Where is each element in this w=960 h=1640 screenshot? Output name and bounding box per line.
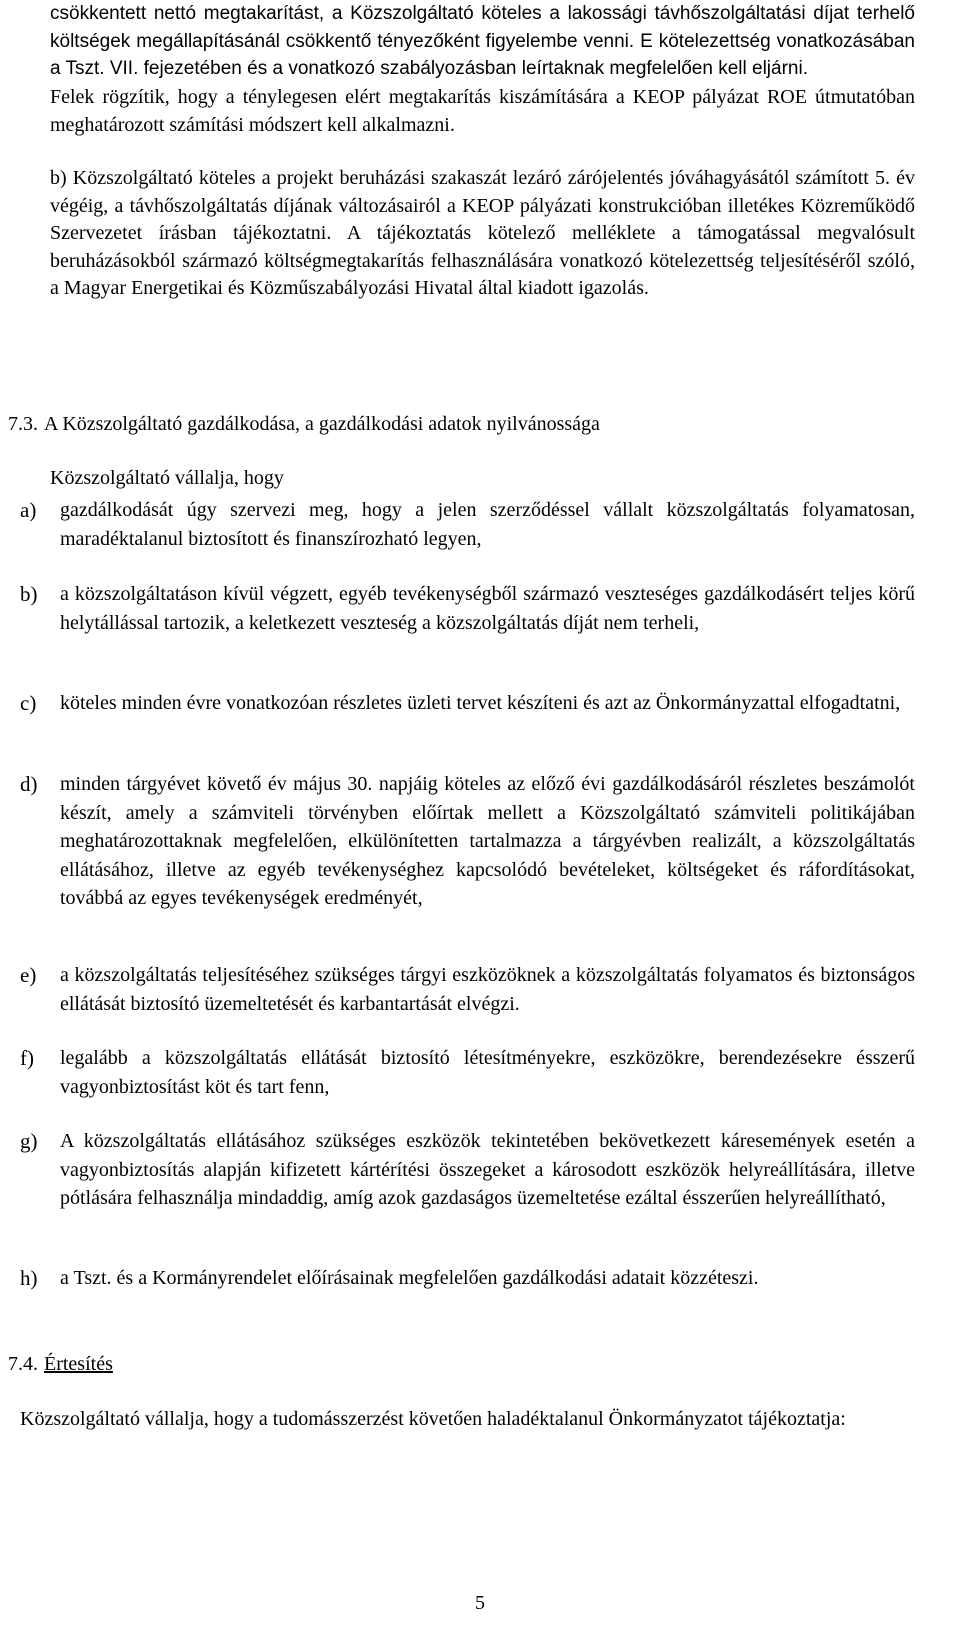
section-7-4-heading bbox=[8, 1350, 113, 1378]
section-7-3-title: A Közszolgáltató gazdálkodása, a gazdálkodási adatok nyilvánossága bbox=[44, 413, 600, 435]
list-item-h bbox=[20, 1264, 915, 1293]
list-marker: g) bbox=[20, 1129, 38, 1153]
section-7-4-number: 7.4. bbox=[8, 1353, 38, 1375]
page-number: 5 bbox=[475, 1592, 485, 1614]
list-marker: h) bbox=[20, 1266, 38, 1290]
list-item-text: köteles minden évre vonatkozóan részletes üzleti tervet készíteni és azt az Önkormányzattal elfogadtatni, bbox=[60, 692, 901, 714]
section-7-3-lead: Közszolgáltató vállalja, hogy bbox=[50, 467, 284, 489]
section-7-4-title: Értesítés bbox=[44, 1353, 113, 1375]
list-item-text: a Tszt. és a Kormányrendelet előírásainak megfelelően gazdálkodási adatait közzéteszi. bbox=[60, 1267, 759, 1289]
section-7-3-number: 7.3. bbox=[8, 413, 38, 435]
list-marker: b) bbox=[20, 582, 38, 606]
list-marker: a) bbox=[20, 498, 37, 522]
list-marker: e) bbox=[20, 963, 37, 987]
intro-paragraph-2: Felek rögzítik, hogy a ténylegesen elért megtakarítás kiszámítására a KEOP pályázat ROE útmutatóban meghatározott számítási módszert kell alkalmazni. bbox=[50, 86, 915, 136]
list-item-text: legalább a közszolgáltatás ellátását biztosító létesítményekre, eszközökre, berendezésekre ésszerű vagyonbiztosítást köt és tart fenn, bbox=[60, 1047, 915, 1098]
list-item-a bbox=[20, 496, 915, 553]
list-item-text: A közszolgáltatás ellátásához szükséges eszközök tekintetében bekövetkezett káresemények esetén a vagyonbiztosítás alapján kifizetett kártérítési összegeket a károsodott eszközök helyreállítására, illetve pótlására felhasználja mindaddig, amíg azok gazdaságos üzemeltetése ezáltal ésszerűen helyreállítható, bbox=[60, 1130, 915, 1209]
list-item-e bbox=[20, 961, 915, 1018]
intro-paragraph-1: csökkentett nettó megtakarítást, a Közszolgáltató köteles a lakossági távhőszolgáltatási díjat terhelő költségek megállapításánál csökkentő tényezőként figyelembe venni. E kötelezettség vonatkozásában a Tszt. VII. fejezetében és a vonatkozó szabályozásban leírtaknak megfelelően kell eljárni. bbox=[50, 3, 915, 79]
list-marker: f) bbox=[20, 1046, 34, 1070]
list-item-text: gazdálkodását úgy szervezi meg, hogy a jelen szerződéssel vállalt közszolgáltatás folyamatosan, maradéktalanul biztosított és finanszírozható legyen, bbox=[60, 499, 915, 550]
list-item-g bbox=[20, 1127, 915, 1213]
list-item-c bbox=[20, 689, 915, 718]
list-item-text: a közszolgáltatás teljesítéséhez szükséges tárgyi eszközöknek a közszolgáltatás folyamatos és biztonságos ellátását biztosító üzemeltetését és karbantartását elvégzi. bbox=[60, 964, 915, 1015]
list-item-text: a közszolgáltatáson kívül végzett, egyéb tevékenységből származó veszteséges gazdálkodásért teljes körű helytállással tartozik, a keletkezett veszteség a közszolgáltatás díját nem terheli, bbox=[60, 583, 915, 634]
list-item-b bbox=[20, 580, 915, 637]
list-item-text: minden tárgyévet követő év május 30. napjáig köteles az előző évi gazdálkodásáról részletes beszámolót készít, amely a számviteli törvényben előírtak mellett a Közszolgáltató számviteli politikájában meghatározottaknak megfelelően, elkülönítetten tartalmazza a tárgyévben realizált, a közszolgáltatás ellátásához, illetve az egyéb tevékenységhez kapcsolódó bevételeket, költségeket és ráfordításokat, továbbá az egyes tevékenységek eredményét, bbox=[60, 773, 915, 909]
section-7-4-body: Közszolgáltató vállalja, hogy a tudomásszerzést követően haladéktalanul Önkormányzatot tájékoztatja: bbox=[20, 1408, 846, 1430]
list-marker: d) bbox=[20, 772, 38, 796]
list-marker: c) bbox=[20, 691, 37, 715]
list-item-d bbox=[20, 770, 915, 913]
section-7-3-heading bbox=[8, 410, 600, 438]
list-item-f bbox=[20, 1044, 915, 1101]
intro-paragraph-3: b) Közszolgáltató köteles a projekt beruházási szakaszát lezáró zárójelentés jóváhagyásától számított 5. év végéig, a távhőszolgáltatás díjának változásairól a KEOP pályázati konstrukcióban illetékes Közreműködő Szervezetet írásban tájékoztatni. A tájékoztatás kötelező melléklete a támogatással megvalósult beruházásokból származó költségmegtakarítás felhasználására vonatkozó kötelezettség teljesítéséről szóló, a Magyar Energetikai és Közműszabályozási Hivatal által kiadott igazolás. bbox=[50, 167, 915, 299]
